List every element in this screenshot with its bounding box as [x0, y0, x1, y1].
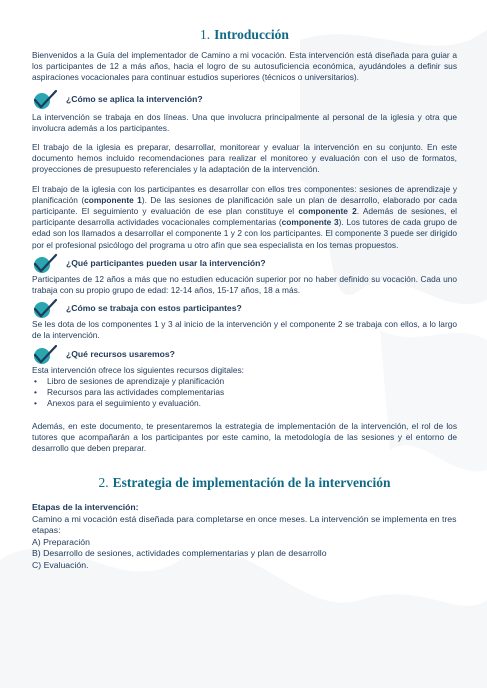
bullet-icon: • [34, 375, 37, 386]
question-resources [32, 348, 457, 363]
list-item: • Anexos para el seguimiento y evaluación. [34, 397, 201, 408]
stages-paragraph: Camino a mi vocación está diseñada para completarse en once meses. La intervención se implementa en tres etapas: [32, 513, 457, 536]
question-resources-text: ¿Qué recursos usaremos? [66, 348, 175, 359]
component-3-label: componente 3 [281, 217, 339, 228]
resources-paragraph: Esta intervención ofrece los siguientes recursos digitales: [32, 364, 244, 375]
section-1-number: 1. [200, 27, 211, 42]
question-how-applied-text: ¿Cómo se aplica la intervención? [66, 93, 203, 104]
participants-paragraph: Participantes de 12 años a más que no estudien educación superior por no haber definido su vocación. Cada uno trabaja con su propio grupo de edad: 12-14 años, 15-17 años, 18 a más. [32, 273, 457, 296]
components-text-c: ). De las sesiones de planificación sale un plan de desarrollo, elaborado por cada participante. El seguimiento y evaluación de ese plan constituye el [32, 194, 457, 217]
section-2-heading [32, 474, 457, 492]
components-text-g: ). Los tutores de cada grupo de edad son los llamados a desarrollar el componente 1 y 2 con los participantes. El componente 3 puede ser dirigido por el profesional psicólogo del programa u otro afín que sea especialista en los temas propuestos. [32, 217, 458, 250]
church-work-paragraph: El trabajo de la iglesia es preparar, desarrollar, monitorear y evaluar la intervención en su conjunto. En este documento hemos incluido recomendaciones para realizar el monitoreo y evaluación con el uso de formatos, proyecciones de presupuesto referenciales y la adaptación de la intervención. [32, 142, 457, 175]
stage-c: C) Evaluación. [32, 559, 89, 570]
stages-subheading: Etapas de la intervención: [32, 502, 139, 513]
section-2-title: Estrategia de implementación de la intervención [112, 475, 391, 491]
stage-a: A) Preparación [32, 536, 90, 547]
resources-list [32, 376, 457, 409]
components-paragraph [32, 184, 457, 251]
components-text-a: El trabajo de la iglesia con los participantes es desarrollar con ellos tres componentes: sesiones de aprendizaje y planificación ( [32, 183, 457, 205]
check-icon [32, 344, 58, 366]
two-lines-paragraph: La intervención se trabaja en dos líneas. Una que involucra principalmente al personal de la iglesia y otra que involucra además a los participantes. [32, 111, 457, 133]
bullet-icon: • [34, 397, 37, 408]
stage-b: B) Desarrollo de sesiones, actividades complementarias y plan de desarrollo [32, 548, 327, 559]
bullet-icon: • [34, 386, 37, 397]
question-who-participates-text: ¿Qué participantes pueden usar la intervención? [66, 257, 266, 268]
closing-paragraph: Además, en este documento, te presentaremos la estrategia de implementación de la intervención, el rol de los tutores que acompañarán a los participantes por este camino, la metodología de las sesiones y el entorno de desarrollo que deben preparar. [32, 420, 457, 454]
section-2-number: 2. [98, 475, 109, 491]
section-1-title: Introducción [214, 27, 289, 42]
section-1-heading [32, 26, 457, 44]
components-text-e: . Además de sesiones, el participante desarrolla actividades vocacionales complementarias ( [32, 206, 458, 228]
document-content [32, 26, 457, 571]
list-item: • Recursos para las actividades complementarias [34, 386, 225, 397]
component-2-label: componente 2 [298, 206, 357, 217]
check-icon [32, 298, 58, 320]
component-1-label: componente 1 [84, 194, 142, 205]
intro-paragraph: Bienvenidos a la Guía del implementador de Camino a mi vocación. Esta intervención está diseñada para guiar a los participantes de 12 a más años, hacia el logro de su autosuficiencia económica, ayudándoles a definir sus aspiraciones vocacionales para continuar estudios superiores (técnicos o universitarios). [32, 50, 457, 83]
question-how-work [32, 302, 457, 317]
check-icon [32, 89, 58, 111]
work-paragraph: Se les dota de los componentes 1 y 3 al inicio de la intervención y el componente 2 se trabaja con ellos, a lo largo de la intervención. [32, 319, 457, 341]
list-item: • Libro de sesiones de aprendizaje y planificación [34, 375, 225, 386]
question-how-work-text: ¿Cómo se trabaja con estos participantes? [66, 303, 242, 314]
question-who-participates [32, 257, 457, 272]
question-how-applied [32, 93, 457, 108]
check-icon [32, 253, 58, 275]
